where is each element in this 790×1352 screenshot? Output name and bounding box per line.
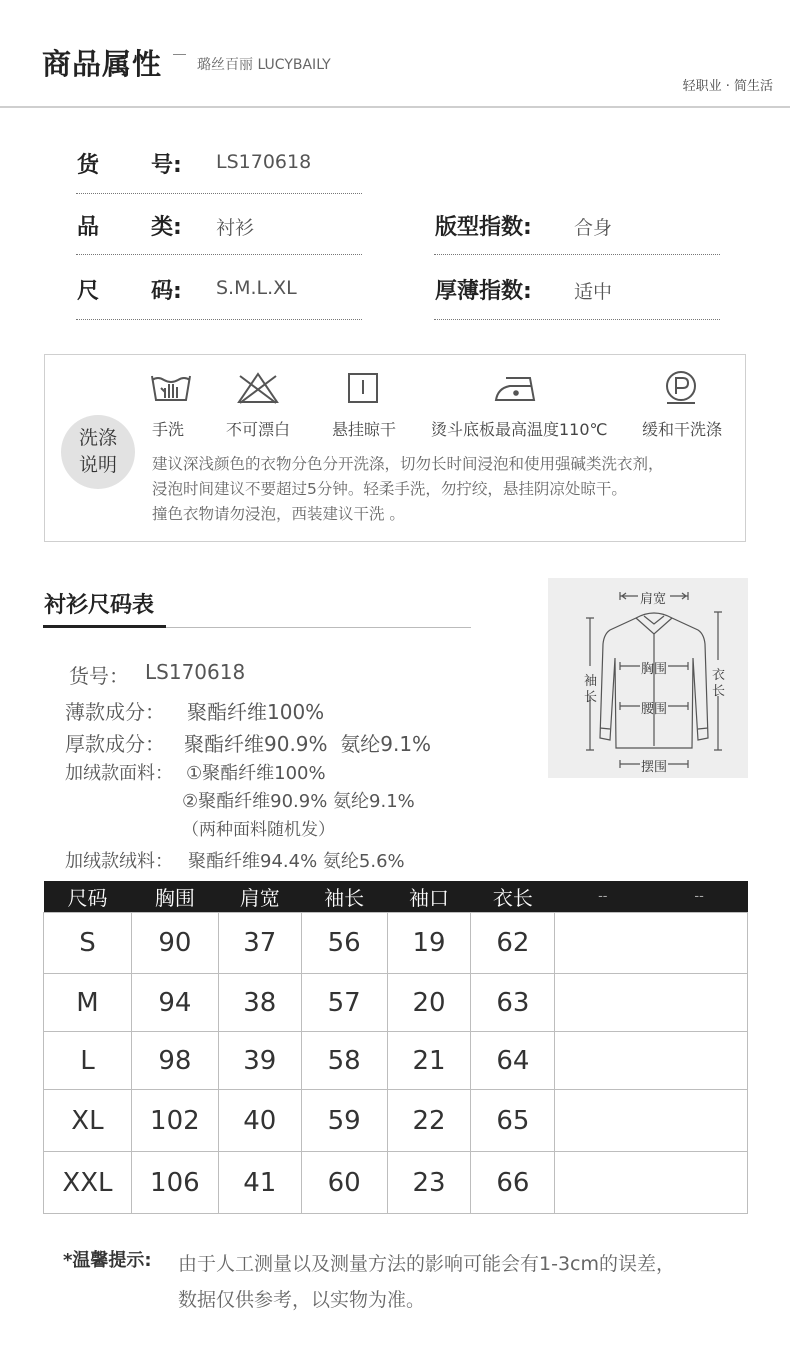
dotted-divider bbox=[434, 319, 720, 320]
tip-label: *温馨提示: bbox=[63, 1250, 152, 1271]
fabric-thick-label: 厚款成分： bbox=[65, 732, 165, 756]
table-cell: 59 bbox=[301, 1090, 387, 1152]
table-cell: 65 bbox=[471, 1090, 555, 1152]
tip-text bbox=[178, 1246, 675, 1318]
table-cell: 37 bbox=[218, 913, 301, 974]
table-cell: 64 bbox=[471, 1032, 555, 1090]
care-description-line: 浸泡时间建议不要超过5分钟。轻柔手洗，勿拧绞，悬挂阴凉处晾干。 bbox=[152, 480, 627, 498]
care-badge-line: 说明 bbox=[78, 454, 117, 476]
header-cell: 袖口 bbox=[387, 881, 471, 913]
fleece-lining-value: 聚酯纤维94.4% 氨纶5.6% bbox=[188, 851, 405, 872]
care-badge-text bbox=[61, 425, 135, 479]
table-cell: 58 bbox=[301, 1032, 387, 1090]
care-badge-line: 洗涤 bbox=[78, 427, 117, 449]
diagram-sleeve-label-1: 袖 bbox=[584, 674, 598, 689]
table-cell: 106 bbox=[131, 1152, 218, 1214]
table-row bbox=[44, 1032, 748, 1090]
table-cell: 57 bbox=[301, 974, 387, 1032]
care-description-line: 撞色衣物请勿浸泡，西装建议干洗 。 bbox=[152, 505, 405, 523]
thickness-label: 厚薄指数: bbox=[435, 279, 532, 304]
header-cell: -- bbox=[651, 881, 748, 913]
dotted-divider bbox=[76, 193, 362, 194]
fabric-thin-value: 聚酯纤维100% bbox=[187, 700, 325, 724]
care-description bbox=[152, 452, 746, 527]
size-value: S.M.L.XL bbox=[216, 277, 297, 299]
diagram-hem-label: 摆围 bbox=[641, 760, 668, 775]
hand-wash-icon bbox=[149, 370, 193, 406]
table-cell: 56 bbox=[301, 913, 387, 974]
item-no-label-b: 号: bbox=[151, 153, 182, 178]
tip-line: 数据仅供参考，以实物为准。 bbox=[178, 1289, 426, 1311]
table-row bbox=[44, 913, 748, 974]
diagram-chest-label: 胸围 bbox=[641, 662, 668, 677]
iron-icon bbox=[494, 370, 538, 406]
brand-name: 璐丝百丽 LUCYBAILY bbox=[197, 57, 331, 73]
table-cell: XXL bbox=[44, 1152, 132, 1214]
dotted-divider bbox=[76, 254, 362, 255]
table-cell: 40 bbox=[218, 1090, 301, 1152]
table-cell-empty bbox=[555, 1152, 748, 1214]
fleece-face-option-1: ①聚酯纤维100% bbox=[186, 763, 326, 784]
size-table-header bbox=[44, 881, 748, 913]
header-rule bbox=[0, 106, 790, 108]
category-label-b: 类: bbox=[151, 215, 182, 240]
size-label-b: 码: bbox=[151, 279, 182, 304]
item-no-label-a: 货 bbox=[77, 153, 100, 178]
fabric-item-label: 货号： bbox=[69, 664, 129, 688]
fit-label: 版型指数: bbox=[435, 215, 532, 240]
header-cell: 衣长 bbox=[471, 881, 555, 913]
table-cell: 19 bbox=[387, 913, 471, 974]
size-label-a: 尺 bbox=[77, 279, 100, 304]
tagline: 轻职业 · 简生活 bbox=[682, 79, 773, 94]
care-label-hang-dry: 悬挂晾干 bbox=[332, 420, 397, 439]
header-cell: 尺码 bbox=[44, 881, 132, 913]
table-cell-empty bbox=[555, 974, 748, 1032]
header-cell: 肩宽 bbox=[218, 881, 301, 913]
table-cell: 22 bbox=[387, 1090, 471, 1152]
table-row bbox=[44, 1090, 748, 1152]
care-label-hand-wash: 手洗 bbox=[152, 420, 185, 439]
size-chart-rule-accent bbox=[43, 625, 166, 628]
item-no-value: LS170618 bbox=[216, 151, 312, 173]
size-table bbox=[43, 881, 748, 1214]
care-description-line: 建议深浅颜色的衣物分色分开洗涤，切勿长时间浸泡和使用强碱类洗衣剂， bbox=[152, 455, 664, 473]
care-label-no-bleach: 不可漂白 bbox=[226, 420, 291, 439]
table-cell: XL bbox=[44, 1090, 132, 1152]
diagram-length-label-2: 长 bbox=[712, 684, 726, 699]
fabric-item-value: LS170618 bbox=[145, 660, 246, 684]
diagram-sleeve-label-2: 长 bbox=[584, 690, 598, 705]
table-cell-empty bbox=[555, 1032, 748, 1090]
table-cell: 60 bbox=[301, 1152, 387, 1214]
table-cell: S bbox=[44, 913, 132, 974]
fleece-face-option-2: ②聚酯纤维90.9% 氨纶9.1% bbox=[182, 791, 415, 812]
dotted-divider bbox=[434, 254, 720, 255]
table-cell: 90 bbox=[131, 913, 218, 974]
table-cell: 23 bbox=[387, 1152, 471, 1214]
no-bleach-icon bbox=[236, 370, 280, 406]
table-cell: 98 bbox=[131, 1032, 218, 1090]
table-cell: 21 bbox=[387, 1032, 471, 1090]
size-chart-title: 衬衫尺码表 bbox=[44, 593, 155, 618]
fleece-face-label: 加绒款面料： bbox=[65, 763, 173, 784]
table-cell: 94 bbox=[131, 974, 218, 1032]
diagram-shoulder-label: 肩宽 bbox=[640, 592, 667, 607]
fleece-lining-label: 加绒款绒料： bbox=[65, 851, 173, 872]
title-divider bbox=[173, 54, 186, 55]
dotted-divider bbox=[76, 319, 362, 320]
care-label-dry-clean: 缓和干洗涤 bbox=[642, 420, 723, 439]
table-cell: M bbox=[44, 974, 132, 1032]
dry-clean-p-icon bbox=[659, 370, 703, 406]
table-row bbox=[44, 974, 748, 1032]
diagram-length-label-1: 衣 bbox=[712, 668, 726, 683]
header-cell: -- bbox=[555, 881, 651, 913]
table-cell: L bbox=[44, 1032, 132, 1090]
table-cell-empty bbox=[555, 1090, 748, 1152]
shirt-measurement-diagram bbox=[548, 578, 748, 778]
tip-line: 由于人工测量以及测量方法的影响可能会有1-3cm的误差， bbox=[178, 1253, 675, 1275]
diagram-waist-label: 腰围 bbox=[641, 702, 668, 717]
hang-dry-icon bbox=[341, 370, 385, 406]
table-cell: 62 bbox=[471, 913, 555, 974]
category-label-a: 品 bbox=[77, 215, 100, 240]
table-cell-empty bbox=[555, 913, 748, 974]
table-cell: 39 bbox=[218, 1032, 301, 1090]
table-cell: 38 bbox=[218, 974, 301, 1032]
fit-value: 合身 bbox=[574, 217, 613, 239]
header-cell: 袖长 bbox=[301, 881, 387, 913]
table-row bbox=[44, 1152, 748, 1214]
table-cell: 66 bbox=[471, 1152, 555, 1214]
fabric-thick-value: 聚酯纤维90.9% 氨纶9.1% bbox=[184, 732, 432, 756]
care-label-iron: 烫斗底板最高温度110℃ bbox=[431, 420, 608, 439]
table-cell: 20 bbox=[387, 974, 471, 1032]
table-cell: 41 bbox=[218, 1152, 301, 1214]
header-cell: 胸围 bbox=[131, 881, 218, 913]
thickness-value: 适中 bbox=[574, 281, 613, 303]
page-title: 商品属性 bbox=[42, 47, 163, 81]
category-value: 衬衫 bbox=[216, 217, 255, 239]
fleece-face-note: （两种面料随机发） bbox=[182, 820, 335, 840]
table-cell: 102 bbox=[131, 1090, 218, 1152]
fabric-thin-label: 薄款成分： bbox=[65, 700, 165, 724]
table-cell: 63 bbox=[471, 974, 555, 1032]
